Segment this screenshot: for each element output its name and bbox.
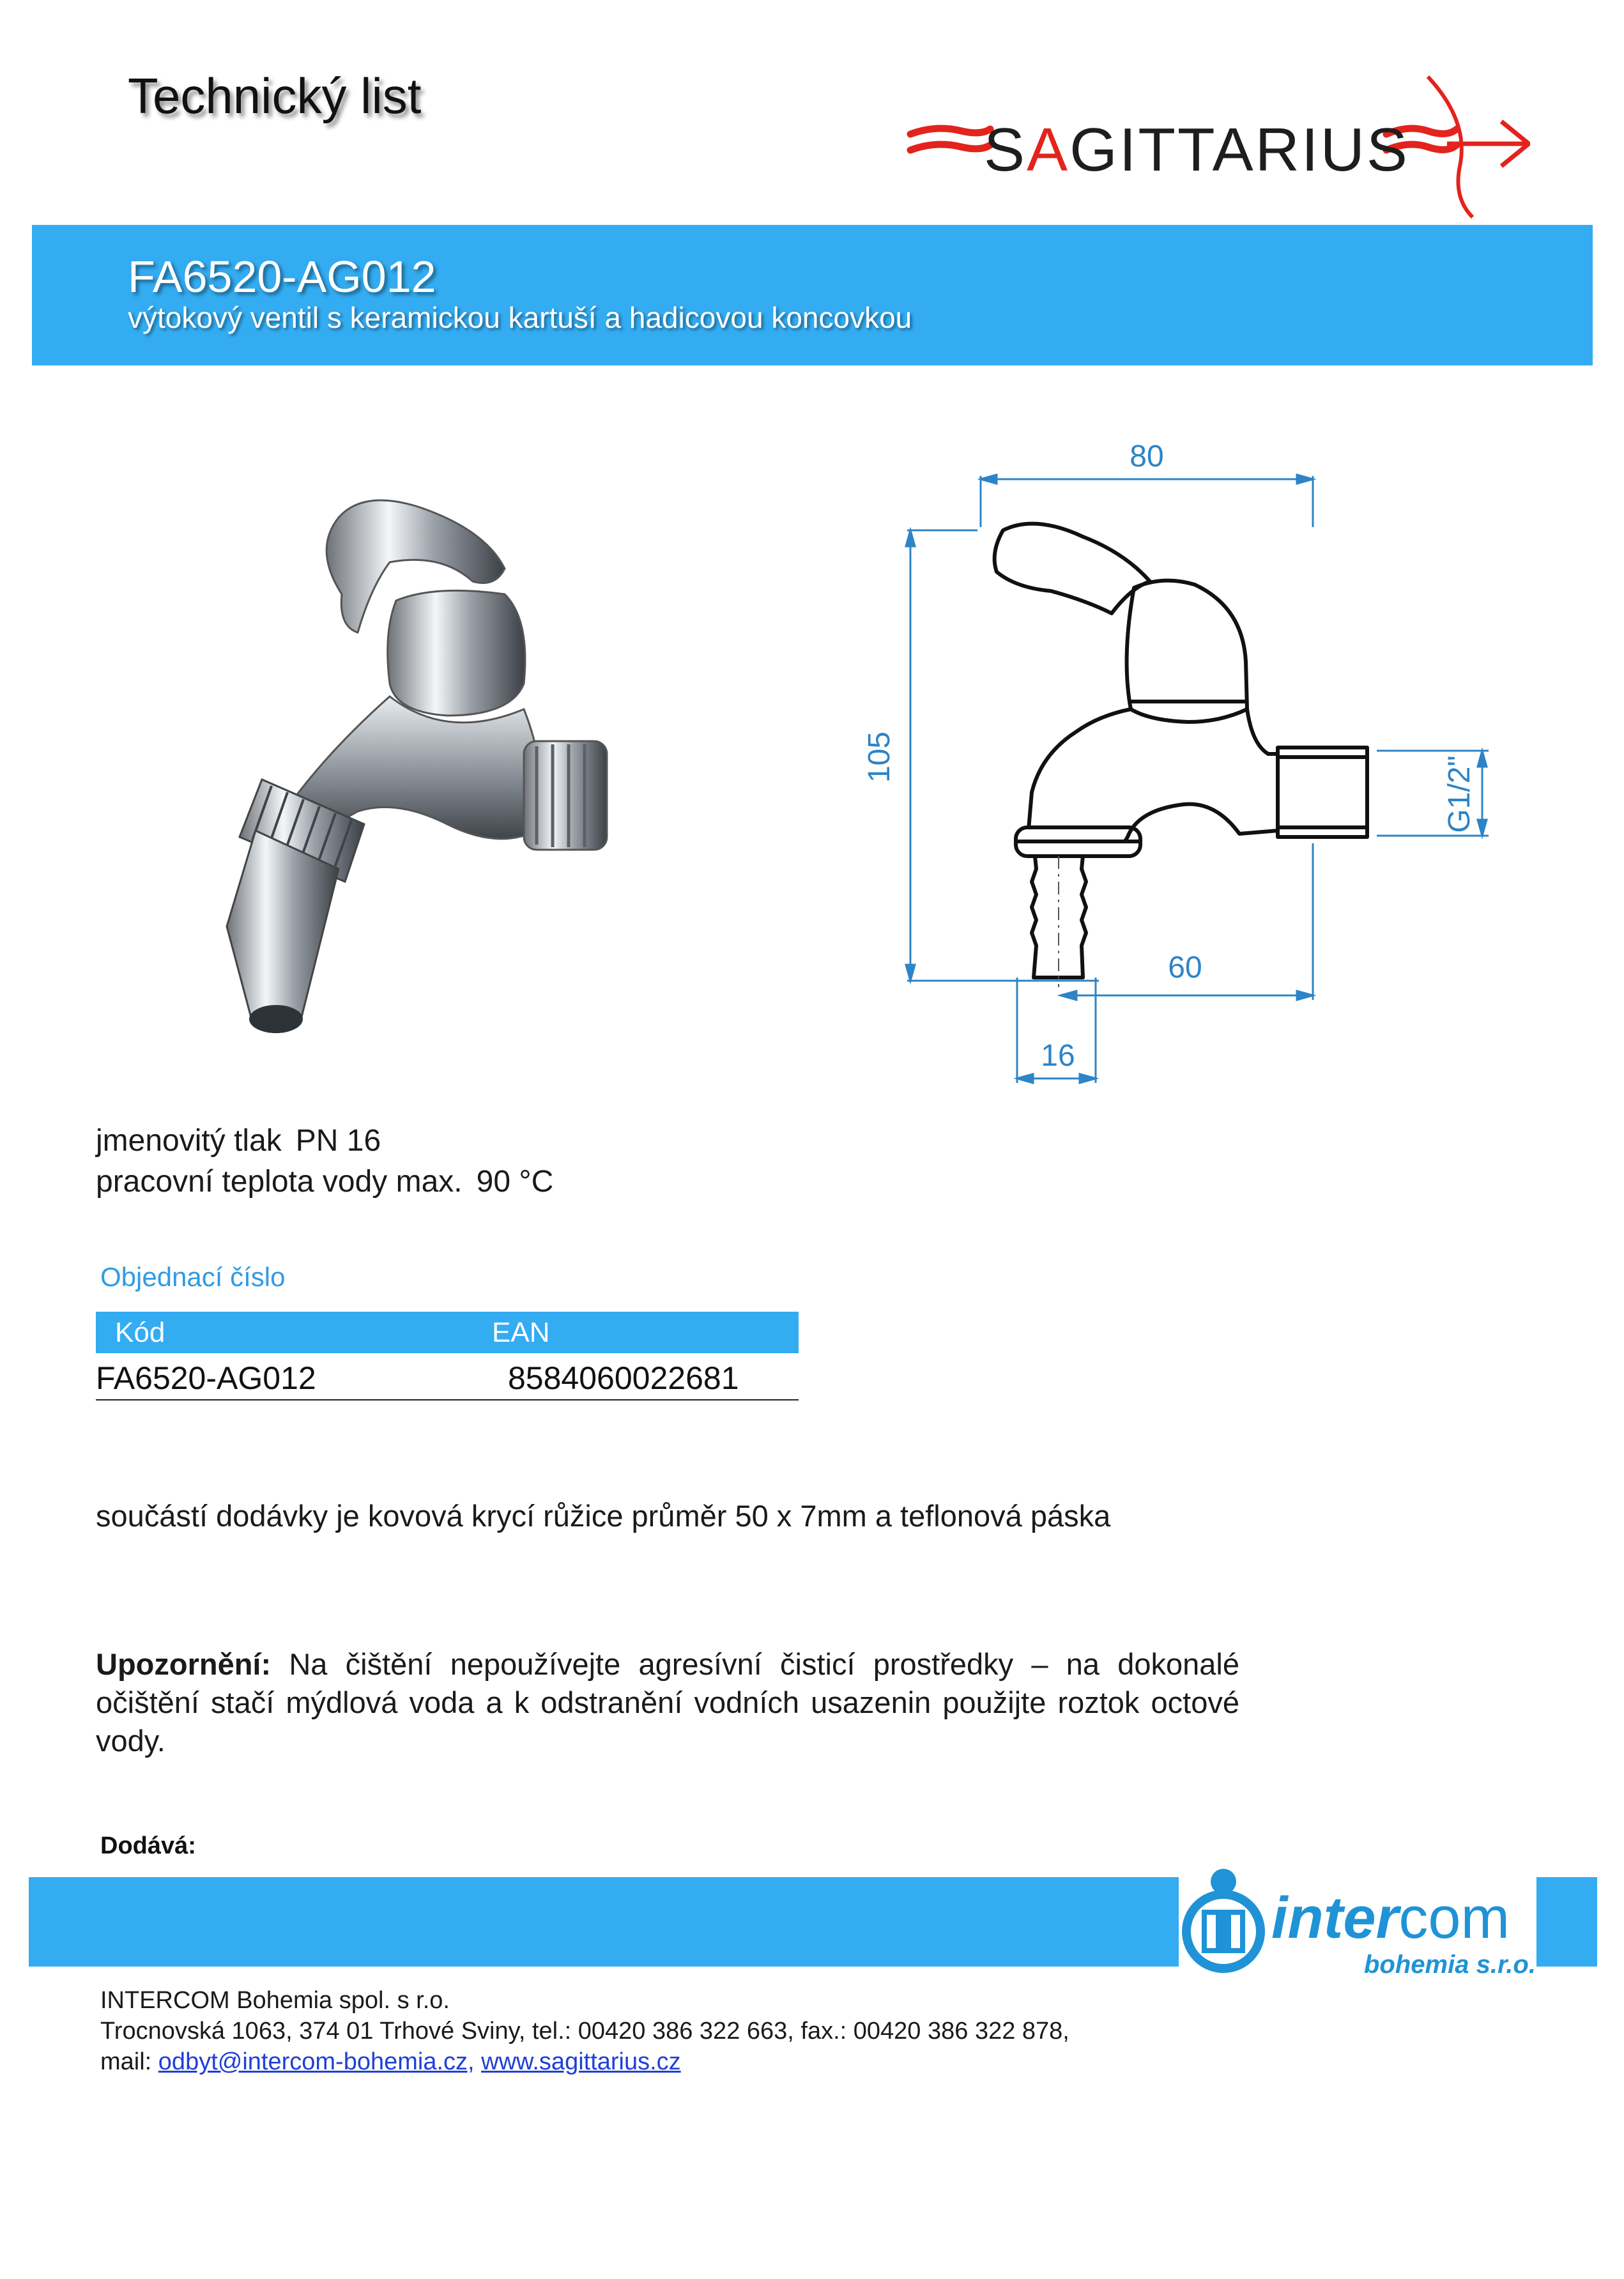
- logo-subtitle: bohemia s.r.o.: [1364, 1951, 1536, 1979]
- sagittarius-logo: [898, 70, 1530, 224]
- order-table: [96, 1312, 799, 1400]
- technical-drawing: [831, 415, 1597, 1105]
- company-name: INTERCOM Bohemia spol. s r.o.: [100, 1987, 450, 2014]
- footer-band-end: [1536, 1877, 1597, 1967]
- warning-text: [96, 1645, 1239, 1760]
- dimension-width: 80: [1130, 440, 1164, 473]
- row-code: FA6520-AG012: [96, 1360, 316, 1396]
- document-title: Technický list: [128, 68, 422, 124]
- footer-band: [29, 1877, 1179, 1967]
- dimension-thread: G1/2": [1443, 755, 1476, 833]
- spec-temperature: pracovní teplota vody max. 90 °C: [96, 1165, 554, 1199]
- dimension-reach: 60: [1168, 951, 1202, 985]
- intercom-emblem-icon: [1179, 1856, 1271, 1984]
- logo-wordmark: intercom: [1271, 1885, 1510, 1951]
- dimension-height: 105: [862, 731, 896, 783]
- table-row: [96, 1353, 799, 1400]
- intercom-logo: [1179, 1856, 1536, 1984]
- column-ean: EAN: [492, 1317, 550, 1348]
- brand-name: SAGITTARIUS: [984, 116, 1409, 184]
- order-heading: Objednací číslo: [100, 1262, 286, 1292]
- nozzle-opening-shape: [249, 1005, 303, 1033]
- product-code: FA6520-AG012: [128, 252, 436, 302]
- product-photo: [89, 441, 824, 1093]
- product-description: výtokový ventil s keramickou kartuší a hadicovou koncovkou: [128, 301, 912, 334]
- supplier-label: Dodává:: [100, 1832, 196, 1859]
- company-contact: mail: odbyt@intercom-bohemia.cz, www.sagittarius.cz: [100, 2048, 681, 2075]
- hose-nozzle-shape: [227, 831, 339, 1031]
- email-link[interactable]: odbyt@intercom-bohemia.cz,: [158, 2048, 475, 2075]
- warning-body: Na čištění nepoužívejte agresívní čisticí prostředky – na dokonalé očištění stačí mýdlová voda a k odstranění vodních usazenin použijte roztok octové vody.: [96, 1647, 1239, 1758]
- order-table-header: [96, 1312, 799, 1353]
- website-link[interactable]: www.sagittarius.cz: [481, 2048, 681, 2075]
- dimension-nozzle: 16: [1041, 1039, 1075, 1073]
- company-address: Trocnovská 1063, 374 01 Trhové Sviny, tel.: 00420 386 322 663, fax.: 00420 386 322 878,: [100, 2018, 1069, 2045]
- supply-note: součástí dodávky je kovová krycí růžice průměr 50 x 7mm a teflonová páska: [96, 1499, 1111, 1533]
- arrow-icon: [898, 70, 1530, 224]
- row-ean: 8584060022681: [508, 1360, 739, 1396]
- body-cap-shape: [388, 590, 525, 716]
- spec-pressure: jmenovitý tlak PN 16: [96, 1124, 381, 1158]
- warning-label: Upozornění:: [96, 1647, 272, 1681]
- column-code: Kód: [115, 1317, 165, 1348]
